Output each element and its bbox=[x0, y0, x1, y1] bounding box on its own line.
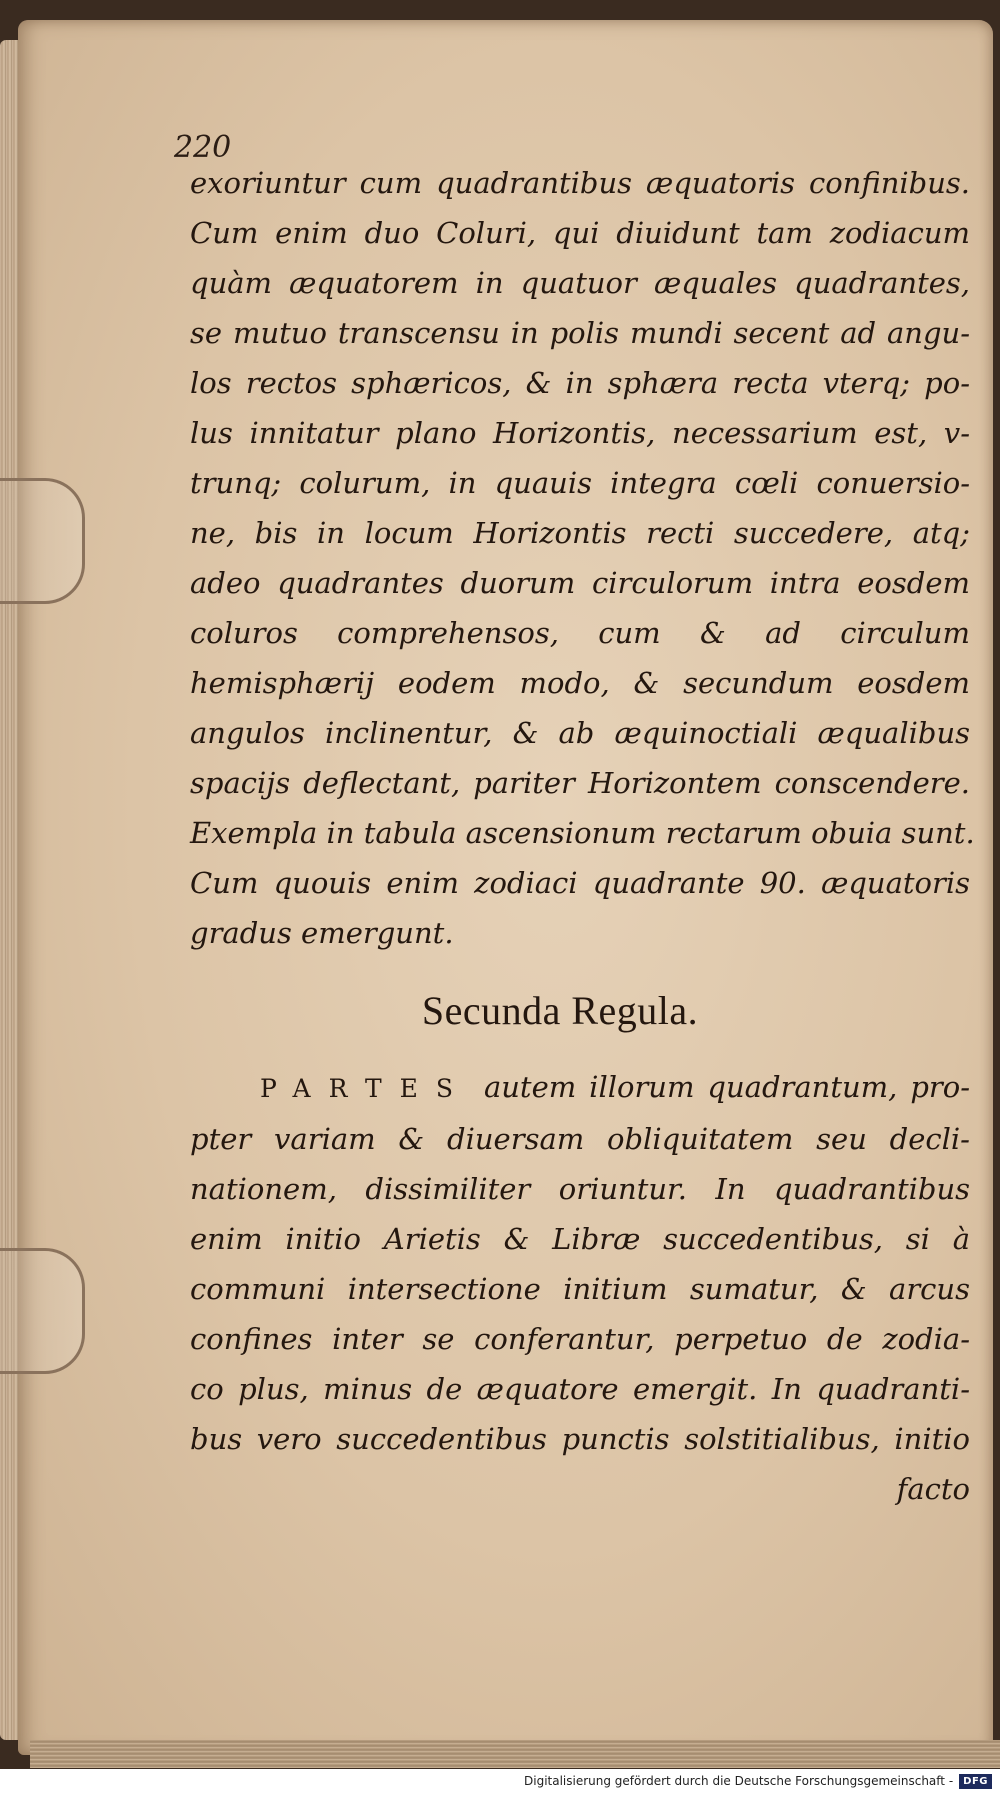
text-line: los rectos sphæricos, & in sphæra recta vterq; po- bbox=[190, 366, 970, 400]
text-line: communi intersectione initium sumatur, & arcus bbox=[190, 1272, 970, 1306]
text-line: spacijs deflectant, pariter Horizontem conscendere. bbox=[190, 766, 970, 800]
text-line: nationem, dissimiliter oriuntur. In quadrantibus bbox=[190, 1172, 970, 1206]
text-line: Cum quouis enim zodiaci quadrante 90. æquatoris bbox=[190, 866, 970, 900]
first-word: PARTES bbox=[260, 1074, 472, 1103]
text-line: co plus, minus de æquatore emergit. In quadranti- bbox=[190, 1372, 970, 1406]
text-line: bus vero succedentibus punctis solstitialibus, initio bbox=[190, 1422, 970, 1456]
text-line: ne, bis in locum Horizontis recti succedere, atq; bbox=[190, 516, 970, 550]
text-line: adeo quadrantes duorum circulorum intra eosdem bbox=[190, 566, 970, 600]
text-line: enim initio Arietis & Libræ succedentibus, si à bbox=[190, 1222, 970, 1256]
text-line-first bbox=[190, 1062, 970, 1114]
text-line: Exempla in tabula ascensionum rectarum obuia sunt. bbox=[190, 816, 975, 850]
text-line: quàm æquatorem in quatuor æquales quadrantes, bbox=[190, 266, 970, 300]
text-line: trunq; colurum, in quauis integra cœli conuersio- bbox=[190, 466, 970, 500]
text-line: pter variam & diuersam obliquitatem seu decli- bbox=[190, 1122, 970, 1156]
book-clasp-bottom bbox=[0, 1248, 85, 1374]
page-bottom-edge bbox=[30, 1740, 1000, 1768]
text-body bbox=[190, 158, 975, 1514]
text-line: coluros comprehensos, cum & ad circulum bbox=[190, 616, 970, 650]
text-line: lus innitatur plano Horizontis, necessarium est, v- bbox=[190, 416, 970, 450]
first-line-rest: autem illorum quadrantum, pro- bbox=[483, 1070, 971, 1104]
text-line: Cum enim duo Coluri, qui diuidunt tam zodiacum bbox=[190, 216, 970, 250]
text-line: hemisphærij eodem modo, & secundum eosdem bbox=[190, 666, 970, 700]
text-line: confines inter se conferantur, perpetuo de zodia- bbox=[190, 1322, 970, 1356]
dfg-logo: DFG bbox=[959, 1774, 992, 1789]
text-line: exoriuntur cum quadrantibus æquatoris confinibus. bbox=[190, 166, 970, 200]
text-line: angulos inclinentur, & ab æquinoctiali æqualibus bbox=[190, 716, 970, 750]
page-number: 220 bbox=[174, 130, 232, 165]
digitization-footer bbox=[0, 1769, 1000, 1793]
text-line: se mutuo transcensu in polis mundi secent ad angu- bbox=[190, 316, 970, 350]
footer-credit: Digitalisierung gefördert durch die Deutsche Forschungsgemeinschaft - bbox=[524, 1774, 954, 1788]
section-heading: Secunda Regula. bbox=[421, 988, 699, 1033]
text-line: gradus emergunt. bbox=[190, 916, 454, 950]
book-clasp-top bbox=[0, 478, 85, 604]
catchword: facto bbox=[896, 1472, 970, 1506]
